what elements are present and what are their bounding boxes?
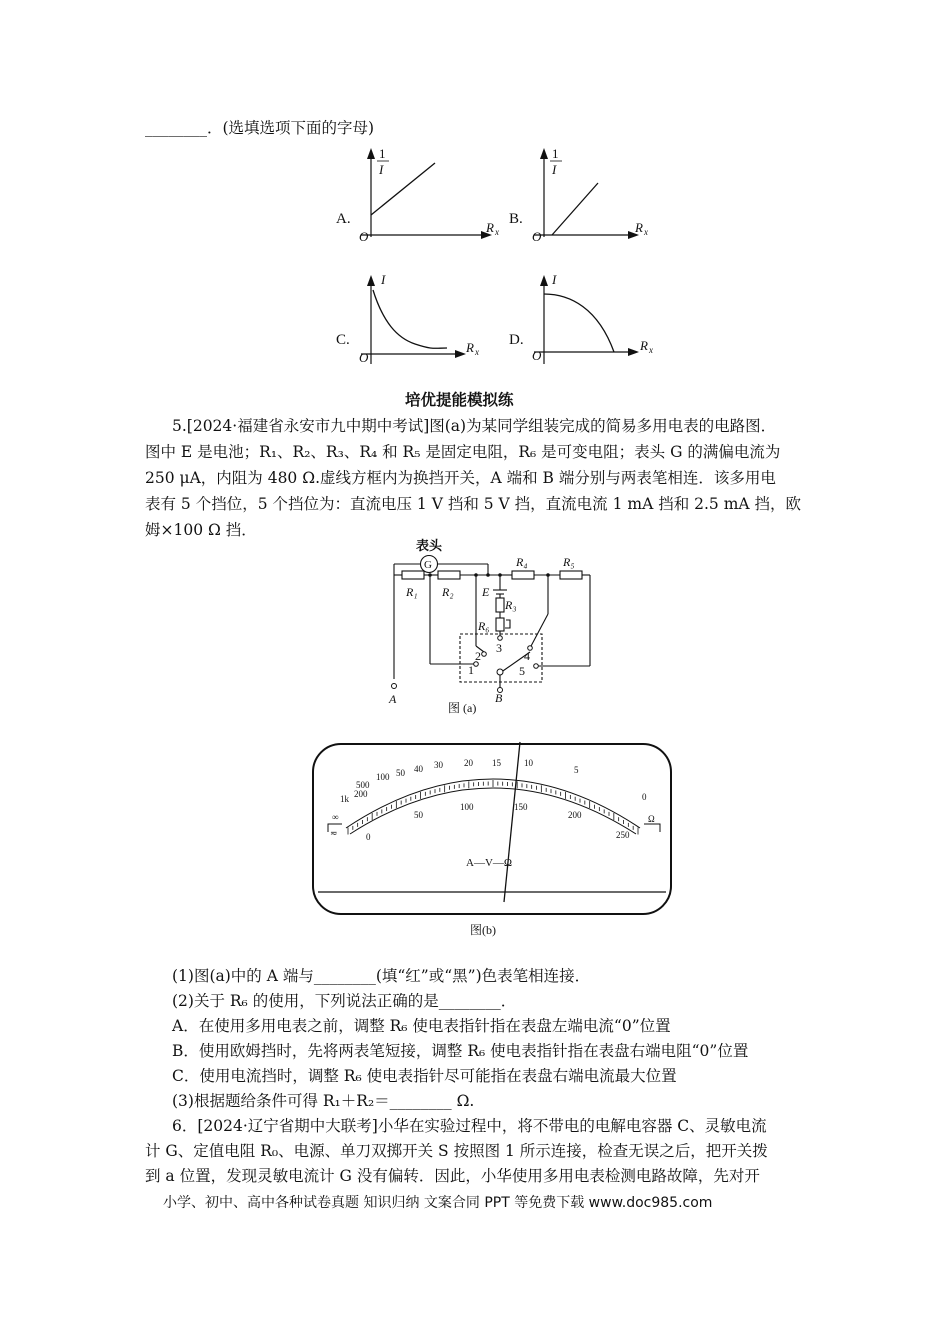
q5-sub-3: (3)根据题给条件可得 R₁＋R₂＝________ Ω. xyxy=(172,1092,475,1110)
svg-text:I: I xyxy=(379,162,384,177)
q6-line-1: 6．[2024·辽宁省期中大联考]小华在实验过程中，将不带电的电解电容器 C、灵敏电流 xyxy=(172,1117,767,1135)
svg-text:x: x xyxy=(475,347,479,357)
svg-text:15: 15 xyxy=(492,758,501,768)
svg-text:200: 200 xyxy=(568,810,582,820)
graph-c xyxy=(335,272,515,372)
graph-a-label: A. xyxy=(336,211,351,227)
q5-sub-2: (2)关于 R₆ 的使用，下列说法正确的是________． xyxy=(172,992,517,1010)
svg-text:D.: D. xyxy=(509,332,524,348)
svg-text:100: 100 xyxy=(460,802,474,812)
figure-b-caption: 图(b) xyxy=(470,923,496,937)
svg-text:I: I xyxy=(552,272,557,287)
q5-line-3: 250 μA，内阻为 480 Ω.虚线方框内为换挡开关，A 端和 B 端分别与两表笔相连．该多用电 xyxy=(145,469,776,487)
svg-text:1: 1 xyxy=(468,663,474,677)
svg-text:x: x xyxy=(644,227,648,237)
q5-line-5: 姆×100 Ω 挡． xyxy=(145,521,257,539)
svg-text:O: O xyxy=(359,350,369,365)
svg-text:250: 250 xyxy=(616,830,630,840)
graph-a xyxy=(335,145,515,245)
svg-text:Ω: Ω xyxy=(648,814,655,824)
svg-text:1: 1 xyxy=(552,146,559,161)
svg-text:4: 4 xyxy=(524,649,530,663)
section-title: 培优提能模拟练 xyxy=(405,391,514,409)
svg-text:O: O xyxy=(359,229,369,244)
answer-blank-line: ________．(选填选项下面的字母) xyxy=(145,119,375,137)
svg-text:200: 200 xyxy=(354,789,368,799)
svg-text:10: 10 xyxy=(524,758,533,768)
q5-option-a: A．在使用多用电表之前，调整 R₆ 使电表指针指在表盘左端电流“0”位置 xyxy=(172,1017,671,1035)
svg-text:0: 0 xyxy=(642,792,647,802)
svg-text:R₃: R₃ xyxy=(505,598,517,612)
galvanometer-g: G xyxy=(424,559,432,571)
svg-text:I: I xyxy=(381,272,386,287)
svg-text:∞: ∞ xyxy=(332,812,339,822)
svg-text:500: 500 xyxy=(356,780,370,790)
graph-c-curve xyxy=(373,290,447,348)
svg-text:5: 5 xyxy=(519,664,525,678)
graph-d xyxy=(508,272,688,372)
svg-text:R₄: R₄ xyxy=(516,555,528,569)
svg-text:R: R xyxy=(640,338,648,353)
svg-text:2: 2 xyxy=(475,649,481,663)
svg-text:R₂: R₂ xyxy=(442,585,454,599)
q6-line-2: 计 G、定值电阻 R₀、电源、单刀双掷开关 S 按照图 1 所示连接，检查无误之后，把开关拨 xyxy=(145,1142,768,1160)
svg-text:1k: 1k xyxy=(340,794,349,804)
graph-b-curve xyxy=(552,183,598,235)
svg-text:20: 20 xyxy=(464,758,473,768)
q6-line-3: 到 a 位置，发现灵敏电流计 G 没有偏转．因此，小华使用多用电表检测电路故障，先对开 xyxy=(145,1167,760,1185)
svg-text:A: A xyxy=(389,692,397,706)
figure-a-caption: 图 (a) xyxy=(448,701,477,715)
meter-label: 表头 xyxy=(416,539,443,554)
svg-text:R₁: R₁ xyxy=(406,585,418,599)
dc-ac-symbol: ≂ xyxy=(330,828,338,838)
svg-text:0: 0 xyxy=(366,832,371,842)
graph-a-y-num: 1 xyxy=(379,146,386,161)
svg-text:50: 50 xyxy=(414,810,423,820)
svg-text:B: B xyxy=(495,691,503,705)
meter-dial-b xyxy=(308,740,678,940)
q5-sub-1: (1)图(a)中的 A 端与________(填“红”或“黑”)色表笔相连接． xyxy=(172,967,591,985)
meter-pointer xyxy=(504,742,520,902)
svg-text:30: 30 xyxy=(434,760,443,770)
q5-line-2: 图中 E 是电池；R₁、R₂、R₃、R₄ 和 R₅ 是固定电阻，R₆ 是可变电阻；表头 G 的满偏电流为 xyxy=(145,443,781,461)
svg-text:O: O xyxy=(532,229,542,244)
svg-text:I: I xyxy=(552,162,557,177)
svg-text:40: 40 xyxy=(414,764,423,774)
q5-option-b: B．使用欧姆挡时，先将两表笔短接，调整 R₆ 使电表指针指在表盘右端电阻“0”位置 xyxy=(172,1042,749,1060)
svg-text:100: 100 xyxy=(376,772,390,782)
svg-text:R₅: R₅ xyxy=(563,555,575,569)
svg-text:50: 50 xyxy=(396,768,405,778)
svg-text:R: R xyxy=(466,340,474,355)
graph-b xyxy=(508,145,688,245)
svg-text:x: x xyxy=(495,227,499,237)
mode-label: A—V—Ω xyxy=(466,857,513,869)
svg-text:R: R xyxy=(635,220,643,235)
footer-text: 小学、初中、高中各种试卷真题 知识归纳 文案合同 PPT 等免费下载 www.doc985.com xyxy=(163,1195,713,1211)
circuit-diagram-a xyxy=(380,536,610,721)
svg-text:5: 5 xyxy=(574,765,579,775)
svg-text:150: 150 xyxy=(514,802,528,812)
svg-text:O: O xyxy=(532,348,542,363)
q5-option-c: C．使用电流挡时，调整 R₆ 使电表指针尽可能指在表盘右端电流最大位置 xyxy=(172,1067,677,1085)
svg-text:E: E xyxy=(482,585,490,599)
graph-d-curve xyxy=(544,294,614,352)
svg-text:R: R xyxy=(486,220,494,235)
svg-text:R₆: R₆ xyxy=(478,619,490,633)
svg-text:x: x xyxy=(649,345,653,355)
q5-line-4: 表有 5 个挡位，5 个挡位为：直流电压 1 V 挡和 5 V 挡，直流电流 1 mA 挡和 2.5 mA 挡，欧 xyxy=(145,495,802,513)
svg-text:B.: B. xyxy=(509,211,523,227)
svg-text:C.: C. xyxy=(336,332,350,348)
q5-line-1: 5.[2024·福建省永安市九中期中考试]图(a)为某同学组装完成的简易多用电表的电路图． xyxy=(172,417,777,435)
svg-text:3: 3 xyxy=(496,641,502,655)
